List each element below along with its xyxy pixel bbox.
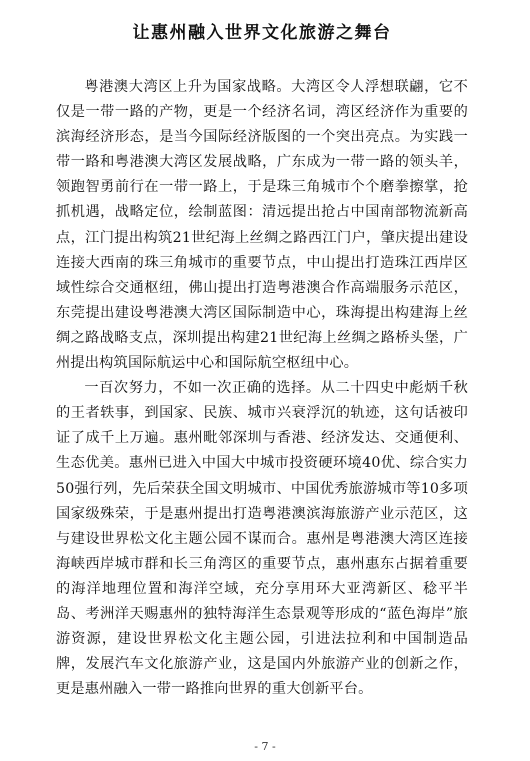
page-title: 让惠州融入世界文化旅游之舞台	[132, 23, 392, 43]
paragraph-1: 粤港澳大湾区上升为国家战略。大湾区令人浮想联翩，它不仅是一带一路的产物，更是一个经济名词，湾区经济作为重要的滨海经济形态，是当今国际经济版图的一个突出亮点。为实践一带一路和粤港澳大湾区发展战略，广东成为一带一路的领头羊，领跑智勇前行在一带一路上，于是珠三角城市个个磨拳擦掌，抢抓机遇，战略定位，绘制蓝图：清远提出抢占中国南部物流新高点，江门提出构筑21世纪海上丝绸之路西江门户，肇庆提出建设连接大西南的珠三角城市的重要节点，中山提出打造珠江西岸区域性综合交通枢纽，佛山提出打造粤港澳合作高端服务示范区，东莞提出建设粤港澳大湾区国际制造中心，珠海提出构建海上丝绸之路战略支点，深圳提出构建21世纪海上丝绸之路桥头堡，广州提出构筑国际航运中心和国际航空枢纽中心。	[56, 79, 468, 372]
page-number: - 7 -	[254, 740, 276, 753]
paragraph-2: 一百次努力，不如一次正确的选择。从二十四史中彪炳千秋的王者轶事，到国家、民族、城市兴衰浮沉的轨迹，这句话被印证了成千上万遍。惠州毗邻深圳与香港、经济发达、交通便利、生态优美。惠州已进入中国大中城市投资硬环境40优、综合实力50强行列，先后荣获全国文明城市、中国优秀旅游城市等10多项国家级殊荣，于是惠州提出打造粤港澳滨海旅游产业示范区，这与建设世界松文化主题公园不谋而合。惠州是粤港澳大湾区连接海峡西岸城市群和长三角湾区的重要节点，惠州惠东占据着重要的海洋地理位置和海洋空域，充分享用环大亚湾新区、稔平半岛、考洲洋天赐惠州的独特海洋生态景观等形成的“蓝色海岸”旅游资源，建设世界松文化主题公园，引进法拉利和中国制造品牌，发展汽车文化旅游产业，这是国内外旅游产业的创新之作，更是惠州融入一带一路推向世界的重大创新平台。	[56, 380, 468, 698]
